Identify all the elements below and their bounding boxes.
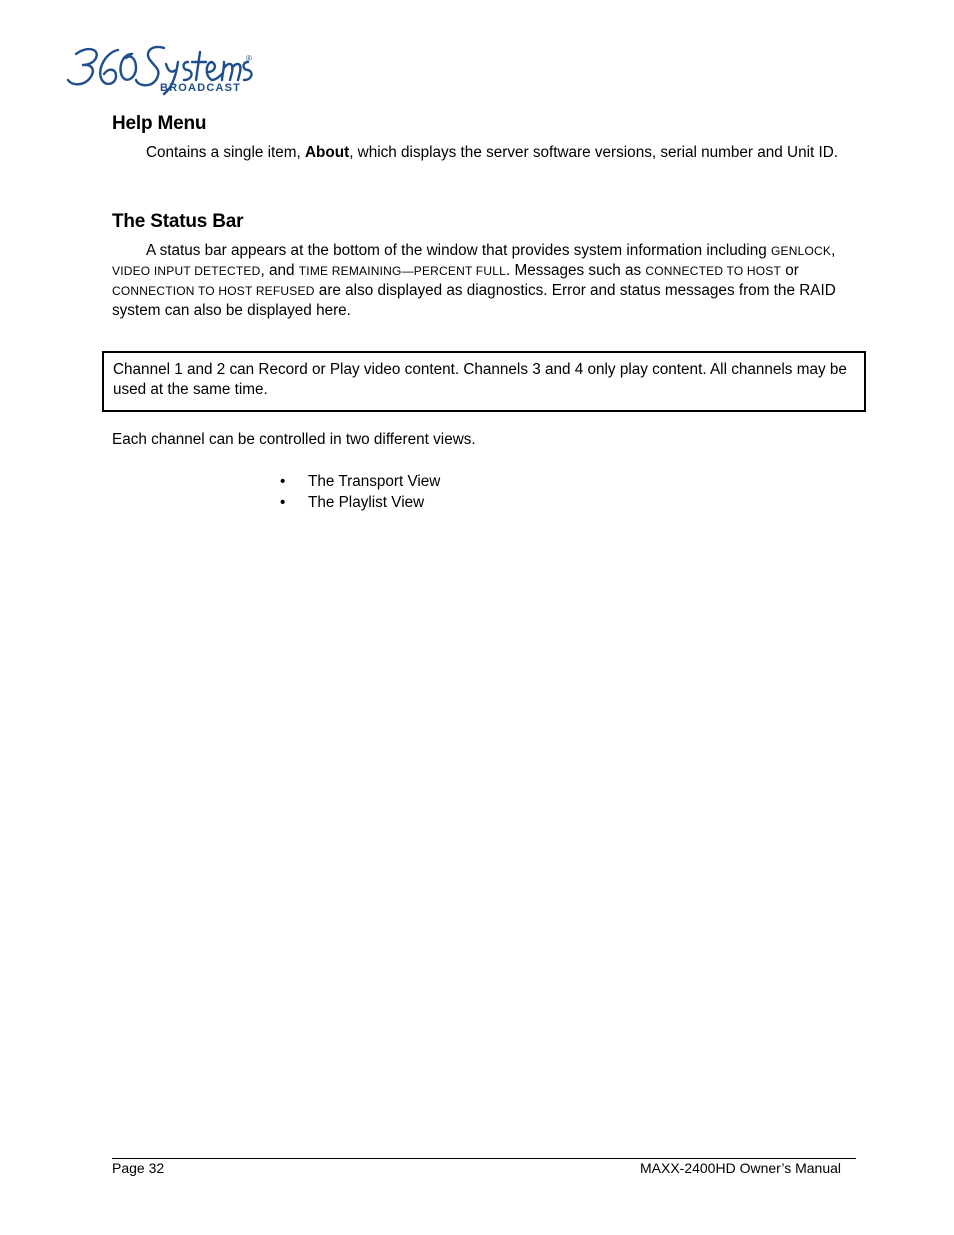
footer-manual-title: MAXX-2400HD Owner’s Manual [639, 1160, 841, 1176]
help-menu-text-post: , which displays the server software versions, serial number and Unit ID. [349, 144, 839, 161]
status-bar-heading: The Status Bar [112, 211, 244, 232]
status-time-remaining: TIME REMAINING—PERCENT FULL [298, 264, 506, 278]
list-item-text: The Playlist View [308, 494, 425, 511]
views-intro: Each channel can be controlled in two different views. [112, 431, 476, 448]
status-connected: CONNECTED TO HOST [645, 264, 782, 278]
bullet-icon: • [280, 494, 286, 511]
footer-divider [112, 1158, 856, 1159]
footer-page-number: Page 32 [112, 1160, 165, 1176]
views-list [280, 471, 440, 513]
channel-note-box [102, 351, 866, 412]
help-menu-heading: Help Menu [112, 113, 207, 134]
list-item [280, 471, 440, 492]
status-text-5: or [781, 262, 799, 279]
status-text-3: , and [260, 262, 299, 279]
company-logo [66, 40, 258, 96]
bullet-icon: • [280, 473, 286, 490]
list-item [280, 492, 440, 513]
list-item-text: The Transport View [308, 473, 441, 490]
channel-note-text: Channel 1 and 2 can Record or Play video content. Channels 3 and 4 only play content. All channels may be used at the same time. [113, 361, 847, 398]
status-text-4: . Messages such as [505, 262, 646, 279]
logo-sub-text: BROADCAST [160, 82, 242, 94]
status-text-6: are also displayed as diagnostics. Error and status messages from the RAID system can also be displayed here. [112, 282, 836, 319]
logo-registered-mark: ® [246, 54, 252, 63]
status-genlock: GENLOCK [770, 244, 832, 258]
status-video-input: VIDEO INPUT DETECTED [112, 264, 261, 278]
status-text-1: A status bar appears at the bottom of the window that provides system information including [146, 242, 771, 259]
help-menu-paragraph [112, 143, 842, 163]
help-menu-text-pre: Contains a single item, [146, 144, 305, 161]
status-connection-refused: CONNECTION TO HOST REFUSED [112, 284, 315, 298]
status-text-2: , [831, 242, 836, 259]
status-bar-paragraph [112, 241, 842, 321]
about-item-label: About [305, 144, 350, 161]
